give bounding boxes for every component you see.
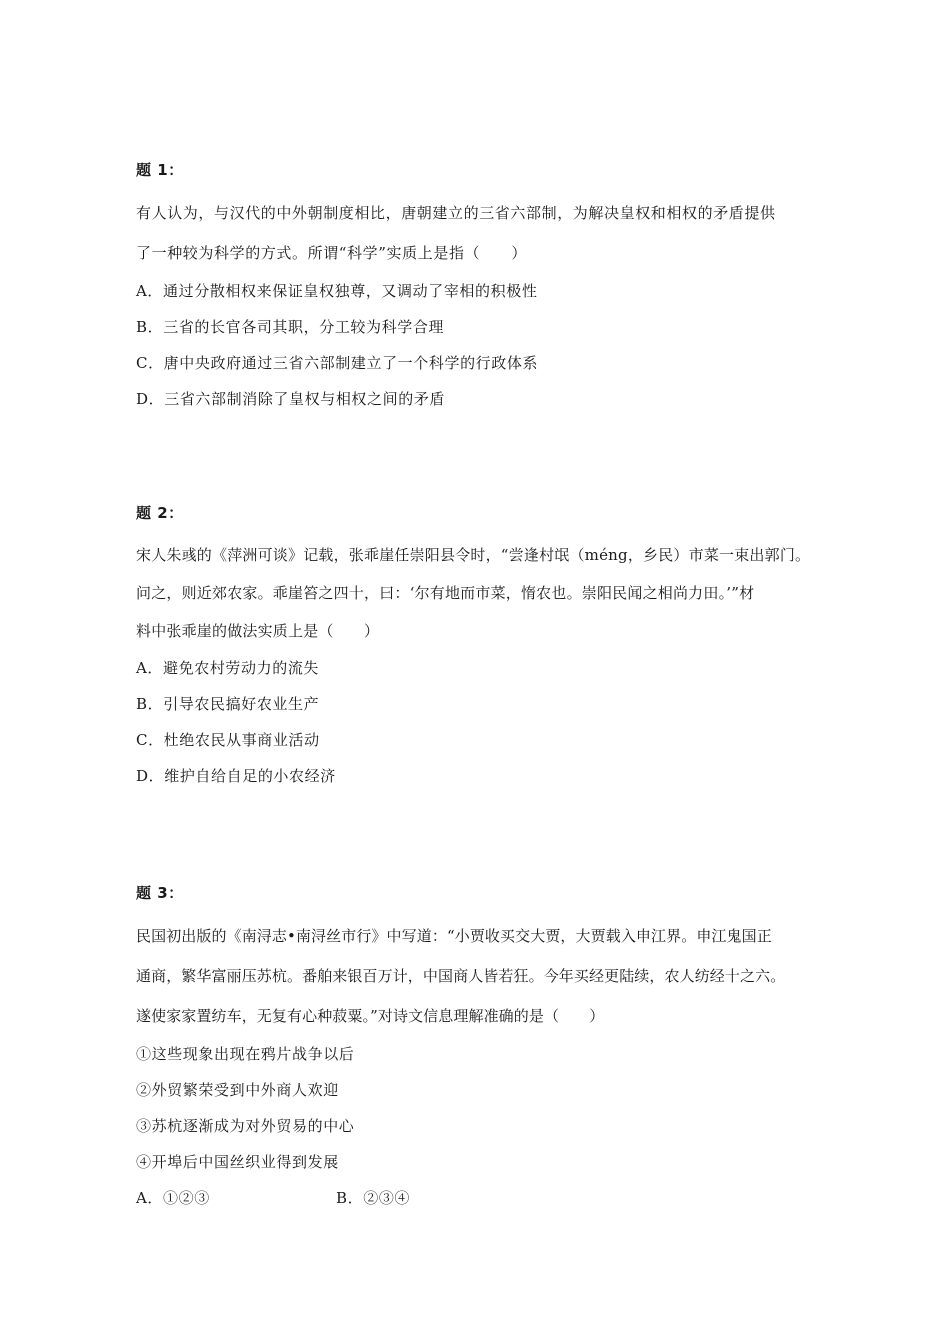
option-row (136, 1180, 836, 1216)
option-a: A．避免农村劳动力的流失 (136, 659, 320, 677)
option-d: D．三省六部制消除了皇权与相权之间的矛盾 (136, 390, 446, 408)
question-stem-line: 料中张乖崖的做法实质上是（ ） (136, 622, 380, 640)
option-b: B．三省的长官各司其职，分工较为科学合理 (136, 318, 445, 336)
option-b: B．引导农民搞好农业生产 (136, 695, 320, 713)
question-stem-line: 有人认为，与汉代的中外朝制度相比，唐朝建立的三省六部制，为解决皇权和相权的矛盾提供 (136, 204, 776, 222)
question-title: 题 1： (136, 161, 184, 179)
option-c: C．杜绝农民从事商业活动 (136, 731, 320, 749)
question-title: 题 3： (136, 884, 184, 902)
question-stem-line: 问之，则近郊农家。乖崖笞之四十，曰：‘尔有地而市菜，惰农也。崇阳民闻之相尚力田。’”材 (136, 584, 755, 602)
option-a: A．通过分散相权来保证皇权独尊，又调动了宰相的积极性 (136, 282, 538, 300)
statement-2: ②外贸繁荣受到中外商人欢迎 (136, 1081, 339, 1099)
statement-3: ③苏杭逐渐成为对外贸易的中心 (136, 1117, 355, 1135)
option-c: C．唐中央政府通过三省六部制建立了一个科学的行政体系 (136, 354, 539, 372)
question-stem-line: 宋人朱彧的《萍洲可谈》记载，张乖崖任崇阳县令时，“尝逢村氓（méng，乡民）市菜一束出郭门。 (136, 546, 811, 564)
option-d: D．维护自给自足的小农经济 (136, 767, 336, 785)
question-stem-line: 遂使家家置纺车，无复有心种菽粟。”对诗文信息理解准确的是（ ） (136, 1007, 605, 1025)
question-stem-line: 通商，繁华富丽压苏杭。番舶来银百万计，中国商人皆若狂。今年买经更陆续，农人纺经十之六。 (136, 967, 786, 985)
question-stem-line: 民国初出版的《南浔志•南浔丝市行》中写道：“小贾收买交大贾，大贾载入申江界。申江鬼国正 (136, 927, 772, 945)
question-title: 题 2： (136, 504, 184, 522)
question-2 (136, 503, 836, 794)
option-a: A．①②③ (136, 1189, 210, 1207)
statement-1: ①这些现象出现在鸦片战争以后 (136, 1045, 355, 1063)
question-stem-line: 了一种较为科学的方式。所谓“科学”实质上是指（ ） (136, 244, 527, 262)
question-1 (136, 160, 836, 417)
question-3 (136, 883, 836, 1216)
option-b: B．②③④ (336, 1189, 411, 1207)
statement-4: ④开埠后中国丝织业得到发展 (136, 1153, 339, 1171)
